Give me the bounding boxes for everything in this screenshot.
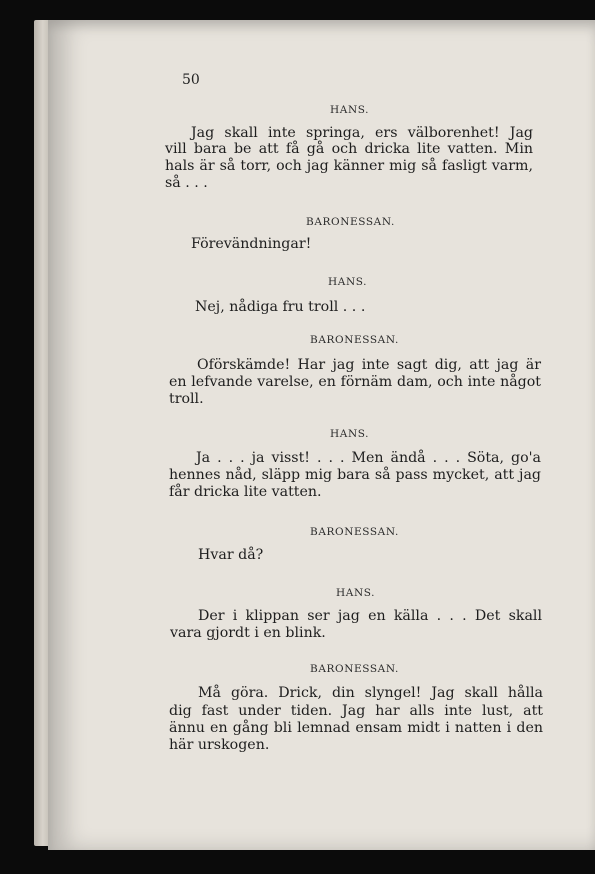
dialogue-line: Förevändningar! bbox=[191, 236, 312, 252]
dialogue-line: dig fast under tiden. Jag har alls inte lust, att bbox=[169, 703, 543, 719]
speaker-label: HANS. bbox=[330, 104, 370, 116]
speaker-label: BARONESSAN. bbox=[310, 334, 399, 346]
dialogue-line: så . . . bbox=[165, 175, 208, 191]
dialogue-line: hals är så torr, och jag känner mig så fasligt varm, bbox=[165, 158, 533, 174]
dialogue-line: ännu en gång bli lemnad ensam midt i natten i den bbox=[169, 720, 543, 736]
dialogue-line: här urskogen. bbox=[169, 737, 270, 753]
dialogue-line: Der i klippan ser jag en källa . . . Det skall bbox=[198, 608, 542, 624]
speaker-label: HANS. bbox=[330, 428, 370, 440]
dialogue-line: vill bara be att få gå och dricka lite vatten. Min bbox=[165, 141, 533, 157]
dialogue-line: en lefvande varelse, en förnäm dam, och inte något bbox=[169, 374, 541, 390]
dialogue-line: Hvar då? bbox=[198, 547, 264, 563]
dialogue-line: får dricka lite vatten. bbox=[169, 484, 322, 500]
speaker-label: BARONESSAN. bbox=[310, 663, 399, 675]
book-page bbox=[48, 20, 595, 850]
dialogue-line: Nej, nådiga fru troll . . . bbox=[195, 299, 366, 315]
speaker-label: BARONESSAN. bbox=[306, 216, 395, 228]
dialogue-line: hennes nåd, släpp mig bara så pass mycket, att jag bbox=[169, 467, 541, 483]
speaker-label: HANS. bbox=[336, 587, 376, 599]
speaker-label: BARONESSAN. bbox=[310, 526, 399, 538]
speaker-label: HANS. bbox=[328, 276, 368, 288]
dialogue-line: Jag skall inte springa, ers välborenhet! Jag bbox=[191, 125, 533, 141]
page-number: 50 bbox=[182, 72, 200, 88]
dialogue-line: vara gjordt i en blink. bbox=[170, 625, 326, 641]
dialogue-line: Ja . . . ja visst! . . . Men ändå . . . Söta, go'a bbox=[196, 450, 541, 466]
dialogue-line: Må göra. Drick, din slyngel! Jag skall hålla bbox=[198, 685, 543, 701]
dialogue-line: troll. bbox=[169, 391, 204, 407]
dialogue-line: Oförskämde! Har jag inte sagt dig, att jag är bbox=[197, 357, 541, 373]
